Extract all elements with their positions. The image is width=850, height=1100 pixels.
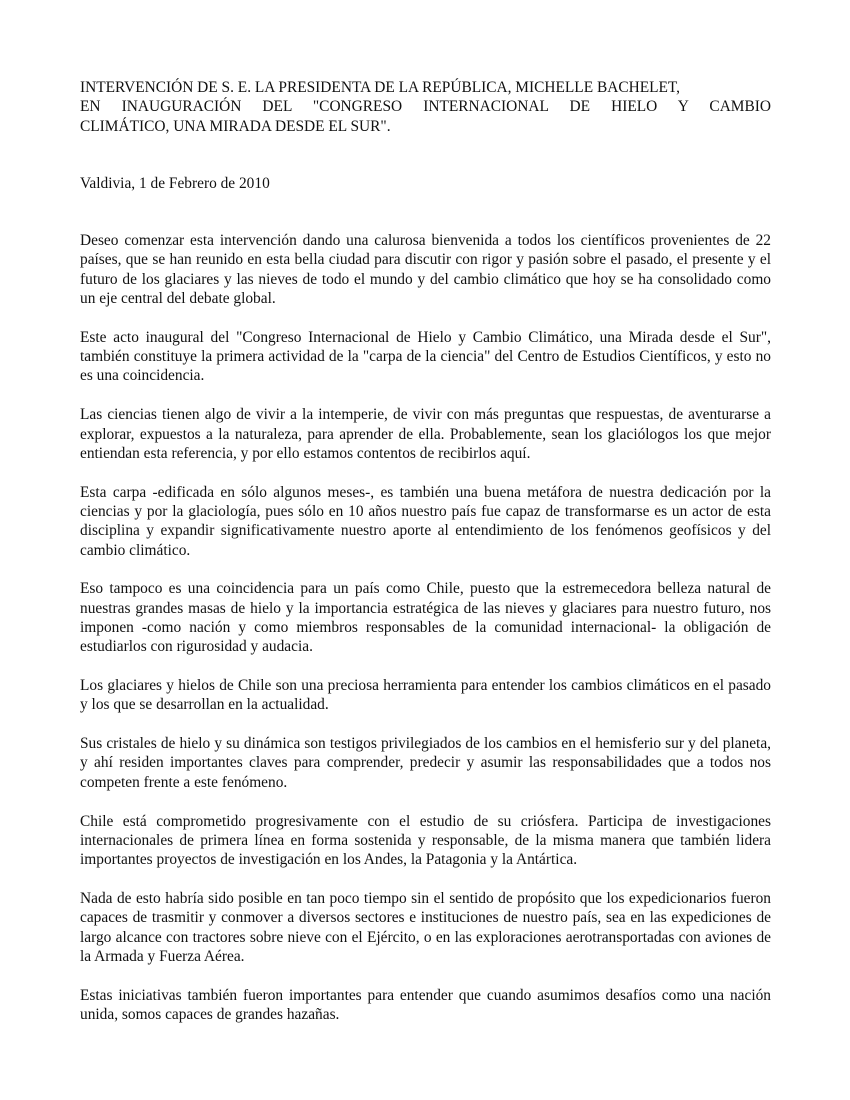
- speech-title: [80, 78, 771, 136]
- dateline: Valdivia, 1 de Febrero de 2010: [80, 174, 270, 192]
- title-line-3: CLIMÁTICO, UNA MIRADA DESDE EL SUR".: [80, 117, 391, 135]
- document-page: [80, 78, 771, 1044]
- title-line-2: EN INAUGURACIÓN DEL "CONGRESO INTERNACIONAL DE HIELO Y CAMBIO: [80, 98, 771, 116]
- paragraph-9: Nada de esto habría sido posible en tan poco tiempo sin el sentido de propósito que los expedicionarios fueron capaces de trasmitir y conmover a diversos sectores e instituciones de nuestro país, sea en las expediciones de largo alcance con tractores sobre nieve con el Ejército, o en las exploraciones aerotransportadas con aviones de la Armada y Fuerza Aérea.: [80, 889, 771, 965]
- speech-body: [80, 231, 771, 1024]
- paragraph-6: Los glaciares y hielos de Chile son una preciosa herramienta para entender los cambios climáticos en el pasado y los que se desarrollan en la actualidad.: [80, 677, 771, 714]
- paragraph-8: Chile está comprometido progresivamente con el estudio de su criósfera. Participa de investigaciones internacionales de primera línea en forma sostenida y responsable, de la misma manera que también lidera importantes proyectos de investigación en los Andes, la Patagonia y la Antártica.: [80, 812, 771, 869]
- paragraph-2: Este acto inaugural del "Congreso Internacional de Hielo y Cambio Climático, una Mirada desde el Sur", también constituye la primera actividad de la "carpa de la ciencia" del Centro de Estudios Científicos, y esto no es una coincidencia.: [80, 328, 771, 385]
- paragraph-7: Sus cristales de hielo y su dinámica son testigos privilegiados de los cambios en el hemisferio sur y del planeta, y ahí residen importantes claves para comprender, predecir y asumir las responsabilidades que a todos nos competen frente a este fenómeno.: [80, 735, 771, 791]
- paragraph-1: Deseo comenzar esta intervención dando una calurosa bienvenida a todos los científicos provenientes de 22 países, que se han reunido en esta bella ciudad para discutir con rigor y pasión sobre el pasado, el presente y el futuro de los glaciares y las nieves de todo el mundo y del cambio climático que hoy se ha consolidado como un eje central del debate global.: [80, 232, 771, 308]
- title-line-1: INTERVENCIÓN DE S. E. LA PRESIDENTA DE LA REPÚBLICA, MICHELLE BACHELET,: [80, 79, 681, 96]
- paragraph-3: Las ciencias tienen algo de vivir a la intemperie, de vivir con más preguntas que respuestas, de aventurarse a explorar, expuestos a la naturaleza, para aprender de ella. Probablemente, sean los glaciólogos los que mejor entiendan esta referencia, y por ello estamos contentos de recibirlos aquí.: [80, 406, 771, 462]
- paragraph-4: Esta carpa -edificada en sólo algunos meses-, es también una buena metáfora de nuestra dedicación por la ciencias y por la glaciología, pues sólo en 10 años nuestro país fue capaz de transformarse es un actor de esta disciplina y expandir significativamente nuestro aporte al entendimiento de los fenómenos geofísicos y del cambio climático.: [80, 483, 771, 559]
- paragraph-10: Estas iniciativas también fueron importantes para entender que cuando asumimos desafíos como una nación unida, somos capaces de grandes hazañas.: [80, 986, 771, 1023]
- paragraph-5: Eso tampoco es una coincidencia para un país como Chile, puesto que la estremecedora belleza natural de nuestras grandes masas de hielo y la importancia estratégica de las nieves y glaciares para nuestro futuro, nos imponen -como nación y como miembros responsables de la comunidad internacional- la obligación de estudiarlos con rigurosidad y audacia.: [80, 580, 771, 656]
